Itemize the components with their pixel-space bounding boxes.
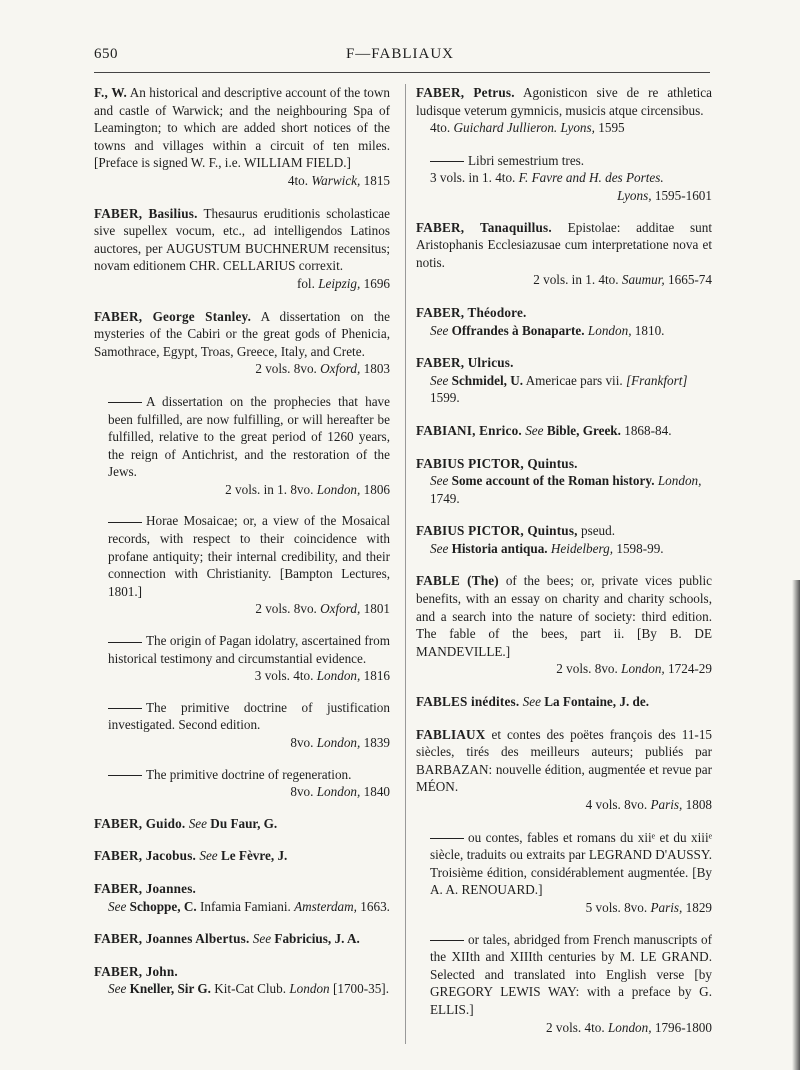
catalog-entry — [416, 572, 712, 678]
entry-imprint: 3 vols. 4to. London, 1816 — [254, 668, 390, 684]
catalog-entry — [94, 963, 390, 998]
entry-year: 1868-84. — [624, 422, 672, 438]
entry-year: 1810. — [634, 322, 665, 338]
entry-heading: FABER, Ulricus. — [416, 355, 514, 371]
catalog-entry — [94, 815, 390, 833]
sub-entry — [416, 829, 712, 917]
entry-imprint: fol. Leipzig, 1696 — [296, 275, 390, 291]
entry-heading: FABER, Guido. — [94, 815, 186, 831]
entry-imprint: 2 vols. 4to. London, 1796-1800 — [546, 1019, 712, 1035]
entry-heading: FABIUS PICTOR, Quintus. — [416, 455, 578, 471]
catalog-entry — [94, 880, 390, 915]
entry-year: 1599. — [430, 390, 460, 406]
cross-reference: Du Faur, G. — [210, 815, 278, 831]
sub-entry — [94, 393, 390, 499]
entry-imprint: 2 vols. in 1. 8vo. London, 1806 — [225, 481, 390, 497]
entry-imprint: 3 vols. in 1. 4to. F. Favre and H. des Portes. — [430, 170, 664, 186]
page-header — [0, 46, 800, 70]
catalog-entry — [94, 308, 390, 378]
entry-heading: FABIUS PICTOR, Quintus, — [416, 523, 578, 539]
see-label: See — [430, 540, 449, 556]
entry-heading: FABER, Basilius. — [94, 205, 198, 221]
ditto-dash — [108, 708, 142, 709]
ditto-dash — [108, 775, 142, 776]
entry-place: Heidelberg, — [550, 540, 614, 556]
ditto-dash — [430, 838, 464, 839]
entry-imprint: 8vo. London, 1840 — [290, 784, 390, 800]
entry-text: The primitive doctrine of justification investigated. Second edition. — [108, 699, 390, 733]
ditto-dash — [108, 402, 142, 403]
entry-heading: FABER, Jacobus. — [94, 848, 197, 864]
entry-text: Infamia Famiani. — [199, 898, 291, 914]
sub-entry — [94, 512, 390, 618]
see-label: See — [430, 322, 449, 338]
catalog-entry — [94, 930, 390, 948]
see-label: See — [199, 848, 218, 864]
cross-reference: Schmidel, U. — [451, 372, 524, 388]
ditto-dash — [108, 522, 142, 523]
entry-imprint: 4 vols. 8vo. Paris, 1808 — [585, 797, 712, 812]
catalog-entry — [94, 847, 390, 865]
entry-text: of the bees; or, private vices public benefits, with an essay on charity and charity schools, and a search into the nature of society: third edition. The fable of the bees, part ii. [By B. DE MANDEVILLE.] — [416, 573, 713, 659]
entry-heading: F., W. — [94, 85, 128, 100]
entry-text: ou contes, fables et romans du xiiᵉ et du xiiiᵉ siècle, traduits ou extraits par LEGRAND D'AUSSY. Troisième édition, considérablement augmentée. [By A. A. RENOUARD.] — [430, 829, 712, 898]
entry-imprint: 4to. Warwick, 1815 — [287, 172, 390, 188]
entry-text: or tales, abridged from French manuscripts of the XIIth and XIIIth centuries by M. LE GRAND. Selected and translated into English verse [by GREGORY LEWIS WAY: with a preface by G. ELLIS.] — [430, 931, 712, 1017]
sub-entry — [416, 931, 712, 1037]
catalog-entry — [416, 304, 712, 339]
catalog-entry — [416, 455, 712, 508]
running-head: F—FABLIAUX — [345, 46, 455, 62]
entry-heading: FABER, Joannes. — [94, 880, 197, 896]
see-label: See — [430, 372, 449, 388]
entry-imprint: 8vo. London, 1839 — [290, 735, 390, 750]
cross-reference: Le Fèvre, J. — [220, 848, 288, 864]
entry-heading: FABER, Tanaquillus. — [416, 219, 552, 235]
catalog-entry — [416, 726, 712, 814]
entry-heading: FABLE (The) — [416, 573, 499, 589]
entry-imprint: 2 vols. 8vo. Oxford, 1801 — [255, 601, 390, 617]
entry-suffix: pseud. — [580, 523, 616, 539]
entry-imprint-place: Lyons, 1595-1601 — [617, 187, 712, 203]
entry-text: A dissertation on the prophecies that have been fulfilled, are now fulfilling, or will hereafter be fulfilled, relative to the great period of 1260 years, the reign of Antichrist, and the restoration of the Jews. — [108, 393, 390, 480]
entry-year: 1663. — [360, 898, 390, 914]
cross-reference: Historia antiqua. — [451, 540, 548, 556]
entry-place: London, — [657, 473, 702, 489]
cross-reference: Some account of the Roman history. — [451, 473, 655, 489]
entry-heading: FABER, Théodore. — [416, 304, 527, 320]
entry-text: et contes des poëtes françois des 11-15 siècles, tirés des meilleurs auteurs; publiés par BARBAZAN: nouvelle édition, augmentée et revue par MÉON. — [416, 726, 713, 795]
entry-imprint: 4to. Guichard Jullieron. Lyons, 1595 — [430, 120, 625, 136]
page-number: 650 — [94, 46, 118, 62]
entry-year: 1598-99. — [616, 540, 664, 556]
entry-year: 1749. — [430, 490, 460, 506]
sub-entry — [416, 152, 712, 205]
entry-place: [Frankfort] — [625, 372, 688, 388]
entry-text: Agonisticon sive de re athletica ludisque veterum gymnicis, musicis atque circensibus. — [416, 85, 712, 118]
entry-text: Kit-Cat Club. — [214, 981, 287, 997]
entry-text: The origin of Pagan idolatry, ascertained from historical testimony and circumstantial evidence. — [108, 633, 390, 666]
cross-reference: Bible, Greek. — [546, 422, 621, 438]
entry-imprint: 5 vols. 8vo. Paris, 1829 — [585, 899, 712, 915]
catalog-entry — [94, 84, 390, 190]
entry-imprint: 2 vols. in 1. 4to. Saumur, 1665-74 — [533, 272, 712, 288]
entry-heading: FABER, Joannes Albertus. — [94, 931, 250, 947]
ditto-dash — [430, 940, 464, 941]
see-label: See — [108, 898, 127, 914]
entry-text: Libri semestrium tres. — [468, 152, 585, 168]
right-column — [416, 84, 712, 1050]
catalog-entry — [416, 522, 712, 557]
cross-reference: Offrandes à Bonaparte. — [451, 322, 585, 338]
sub-entry — [94, 766, 390, 801]
catalog-entry — [416, 693, 712, 711]
see-label: See — [430, 473, 449, 489]
entry-text: Epistolae: additae sunt Aristophanis Ecclesiazusae cum interpretatione nova et notis. — [416, 219, 713, 270]
ditto-dash — [108, 642, 142, 643]
entry-text: Thesaurus eruditionis scholasticae sive supellex vocum, etc., ad intelligendos Latinos auctores, per AUGUSTUM BUCHNERUM recensitus; novam editionem CHR. CELLARIUS correxit. — [94, 205, 390, 274]
header-rule — [94, 72, 710, 73]
see-label: See — [525, 422, 544, 438]
entry-text: Americae pars vii. — [525, 372, 623, 388]
catalog-entry — [416, 354, 712, 407]
see-label: See — [522, 694, 541, 710]
sub-entry — [94, 632, 390, 685]
entry-imprint: 2 vols. 8vo. Oxford, 1803 — [255, 361, 390, 377]
entry-heading: FABIANI, Enrico. — [416, 422, 522, 438]
entry-year: [1700-35]. — [332, 981, 389, 997]
entry-heading: FABER, George Stanley. — [94, 308, 252, 324]
cross-reference: La Fontaine, J. de. — [544, 694, 650, 710]
ditto-dash — [430, 161, 464, 162]
cross-reference: Kneller, Sir G. — [129, 981, 211, 997]
entry-text: An historical and descriptive account of the town and castle of Warwick; and the neighbouring Spa of Leamington; to which are added short notices of the towns and villages within a circuit of ten miles. [Preface is signed W. F., i.e. WILLIAM FIELD.] — [94, 85, 390, 171]
catalog-entry — [416, 422, 712, 440]
see-label: See — [252, 931, 272, 947]
catalog-entry — [416, 219, 712, 289]
left-column — [94, 84, 390, 1013]
entry-text: Horae Mosaicae; or, a view of the Mosaical records, with respect to their coincidence with profane antiquity; their internal credibility, and their connection with Christianity. [Bampton Lectures, 1801.] — [108, 513, 390, 599]
see-label: See — [108, 981, 127, 997]
catalog-entry — [416, 84, 712, 137]
cross-reference: Fabricius, J. A. — [274, 931, 360, 947]
column-divider — [405, 84, 406, 1044]
see-label: See — [188, 815, 207, 831]
entry-heading: FABER, John. — [94, 963, 178, 979]
entry-place: London — [289, 981, 330, 997]
entry-text: A dissertation on the mysteries of the Cabiri or the great gods of Phenicia, Samothrace, Egypt, Troas, Greece, Italy, and Crete. — [94, 308, 390, 359]
entry-heading: FABLIAUX — [416, 726, 486, 742]
entry-heading: FABER, Petrus. — [416, 85, 515, 100]
entry-place: Amsterdam, — [294, 898, 357, 914]
cross-reference: Schoppe, C. — [129, 898, 197, 914]
page-edge-shadow — [792, 580, 800, 1070]
entry-text: The primitive doctrine of regeneration. — [146, 766, 352, 782]
entry-place: London, — [587, 322, 632, 338]
sub-entry — [94, 699, 390, 752]
entry-imprint: 2 vols. 8vo. London, 1724-29 — [556, 661, 712, 677]
entry-heading: FABLES inédites. — [416, 694, 520, 710]
catalog-entry — [94, 205, 390, 293]
